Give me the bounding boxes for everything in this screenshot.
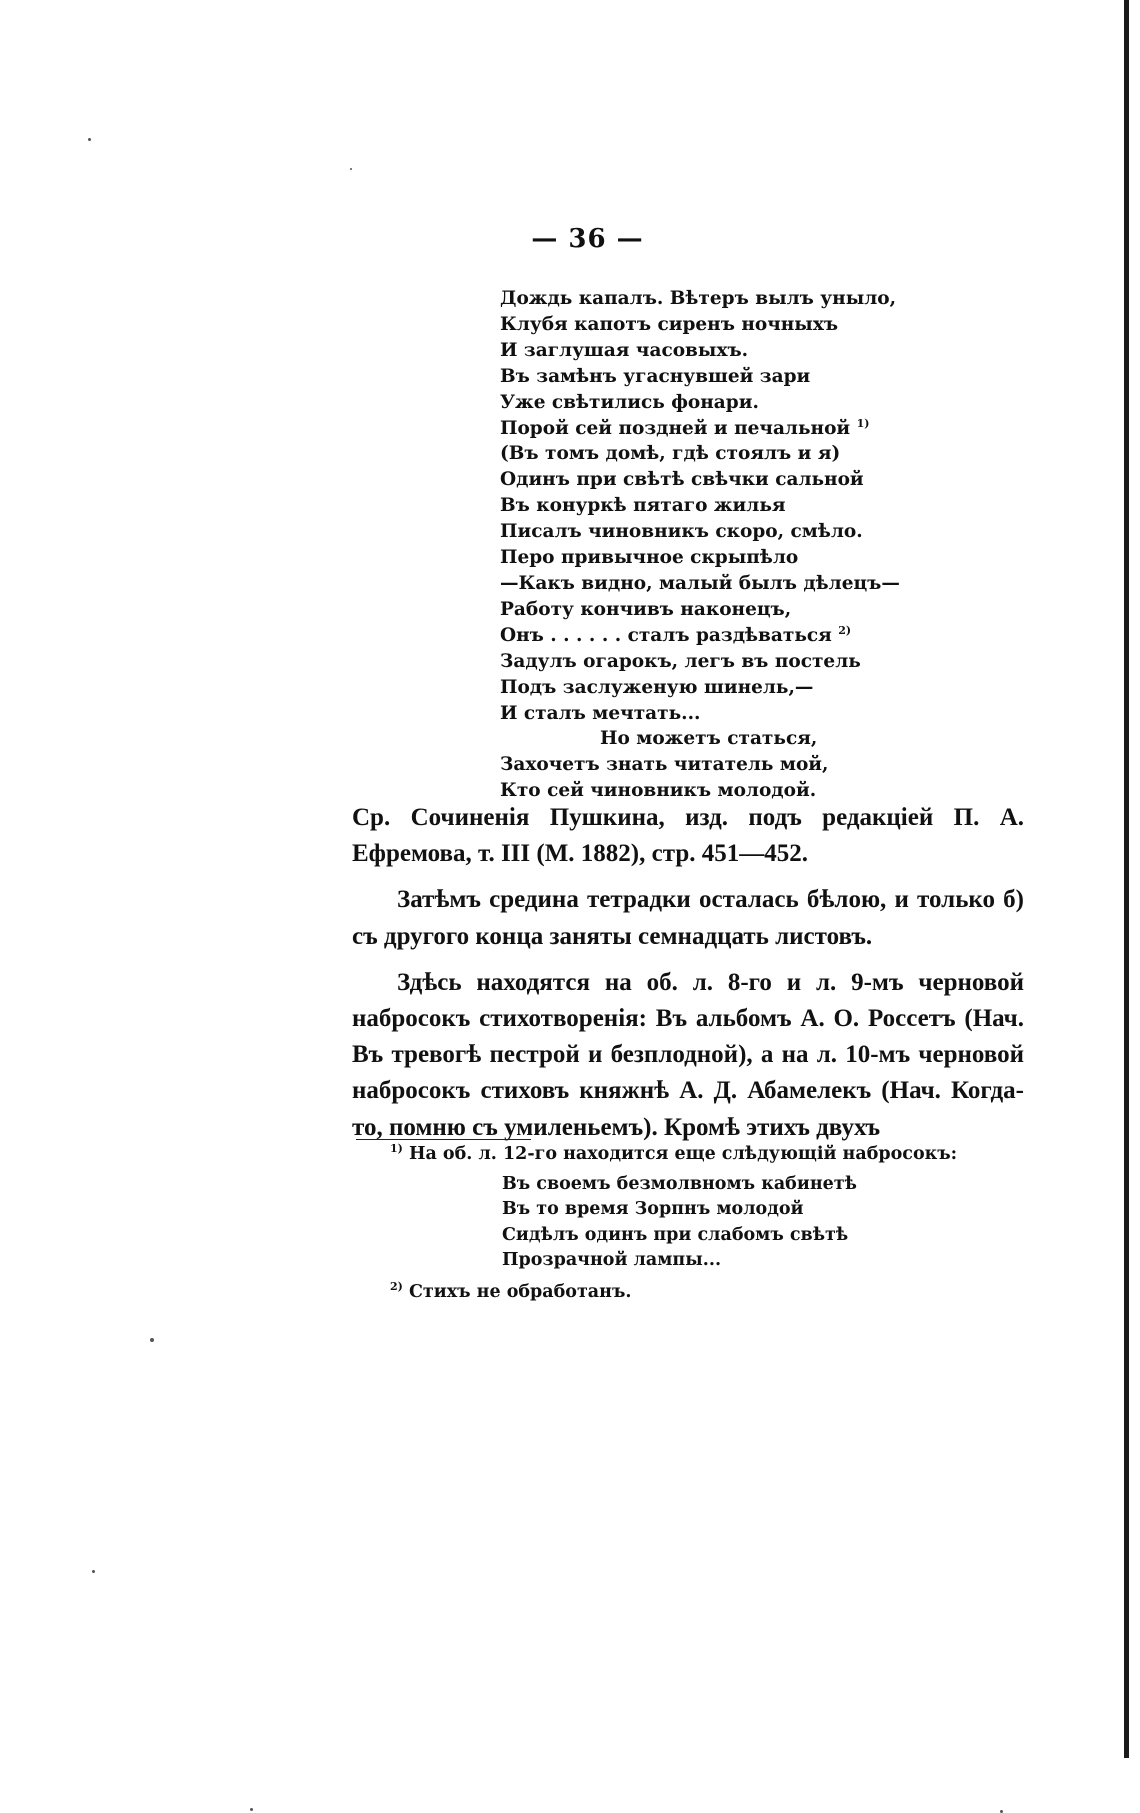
scan-speck <box>350 168 352 170</box>
poem-line: Клубя капотъ сиренъ ночныхъ <box>500 313 839 335</box>
verse-line: Сидѣлъ одинъ при слабомъ свѣтѣ <box>502 1224 849 1245</box>
poem-line: (Въ томъ домѣ, гдѣ стоялъ и я) <box>500 443 841 465</box>
poem-line: Задулъ огарокъ, легъ въ постель <box>500 650 861 672</box>
body-text <box>352 800 1024 1146</box>
footnote-1 <box>390 1142 957 1168</box>
scan-speck <box>150 1338 154 1342</box>
poem-line: Подъ заслуженую шинель,— <box>500 676 814 698</box>
scan-speck <box>250 1808 253 1811</box>
footnote-ref-2: 2) <box>838 623 852 637</box>
poem-line: Уже свѣтились фонари. <box>500 391 759 413</box>
verse-line: Прозрачной лампы... <box>502 1250 722 1270</box>
page-number: — 36 — <box>531 224 644 254</box>
scan-speck <box>88 138 91 141</box>
paragraph: Затѣмъ средина тетрадки осталась бѣлою, и только б) съ другого конца заняты семнадцать листовъ. <box>352 886 1024 950</box>
verse-line: Въ своемъ безмолвномъ кабинетѣ <box>502 1173 857 1194</box>
poem-line: Захочетъ знать читатель мой, <box>500 754 829 776</box>
poem-line: Работу кончивъ наконецъ, <box>500 598 792 620</box>
scan-edge-bar <box>1124 0 1129 1758</box>
poem-line: Кто сей чиновникъ молодой. <box>500 780 817 802</box>
footnote-verse <box>390 1172 957 1274</box>
poem-line: Онъ . . . . . . сталъ раздѣваться $^{2)}$ <box>500 623 852 646</box>
poem-line: Но можетъ статься, <box>600 728 818 750</box>
footnote-mark: 2) <box>390 1279 403 1293</box>
poem-line: Перо привычное скрыпѣло <box>500 547 799 569</box>
reference-line: Ср. Сочиненія Пушкина, изд. подъ редакціей П. А. Ефремова, т. III (М. 1882), стр. 451—452. <box>352 804 1024 868</box>
poem-line: Въ замѣнъ угаснувшей зари <box>500 365 811 387</box>
scan-speck <box>92 1570 95 1573</box>
paragraph: Здѣсь находятся на об. л. 8-го и л. 9-мъ черновой набросокъ стихотворенія: Въ альбомъ А. О. Россетъ (Нач. Въ тревогѣ пестрой и безплодной), а на л. 10-мъ черновой набросокъ стиховъ княжнѣ А. Д. Абамелекъ (Нач. Когда-то, помню съ умиленьемъ). Кромѣ этихъ двухъ <box>352 968 1024 1141</box>
footnote-ref-1: 1) <box>856 416 870 430</box>
footnote-divider <box>356 1139 531 1140</box>
poem-block <box>500 286 900 804</box>
footnote-mark: 1) <box>390 1142 403 1156</box>
poem-line: Дождь капалъ. Вѣтеръ вылъ уныло, <box>500 288 897 309</box>
poem-line: И заглушая часовыхъ. <box>500 339 749 361</box>
footnote-text: Стихъ не обработанъ. <box>408 1281 632 1302</box>
verse-line: Въ то время Зорпнъ молодой <box>502 1199 804 1219</box>
footnotes <box>390 1142 957 1305</box>
poem-line: Порой сей поздней и печальной $^{1)}$ <box>500 416 870 439</box>
poem-line: —Какъ видно, малый былъ дѣлецъ— <box>500 572 900 594</box>
poem-line: Писалъ чиновникъ скоро, смѣло. <box>500 521 863 543</box>
poem-line: Одинъ при свѣтѣ свѣчки сальной <box>500 469 864 491</box>
poem-line: Въ конуркѣ пятаго жилья <box>500 495 786 517</box>
poem-line: И сталъ мечтать... <box>500 702 701 724</box>
footnote-text: На об. л. 12-го находится еще слѣдующій набросокъ: <box>408 1144 958 1164</box>
footnote-2 <box>390 1280 957 1306</box>
